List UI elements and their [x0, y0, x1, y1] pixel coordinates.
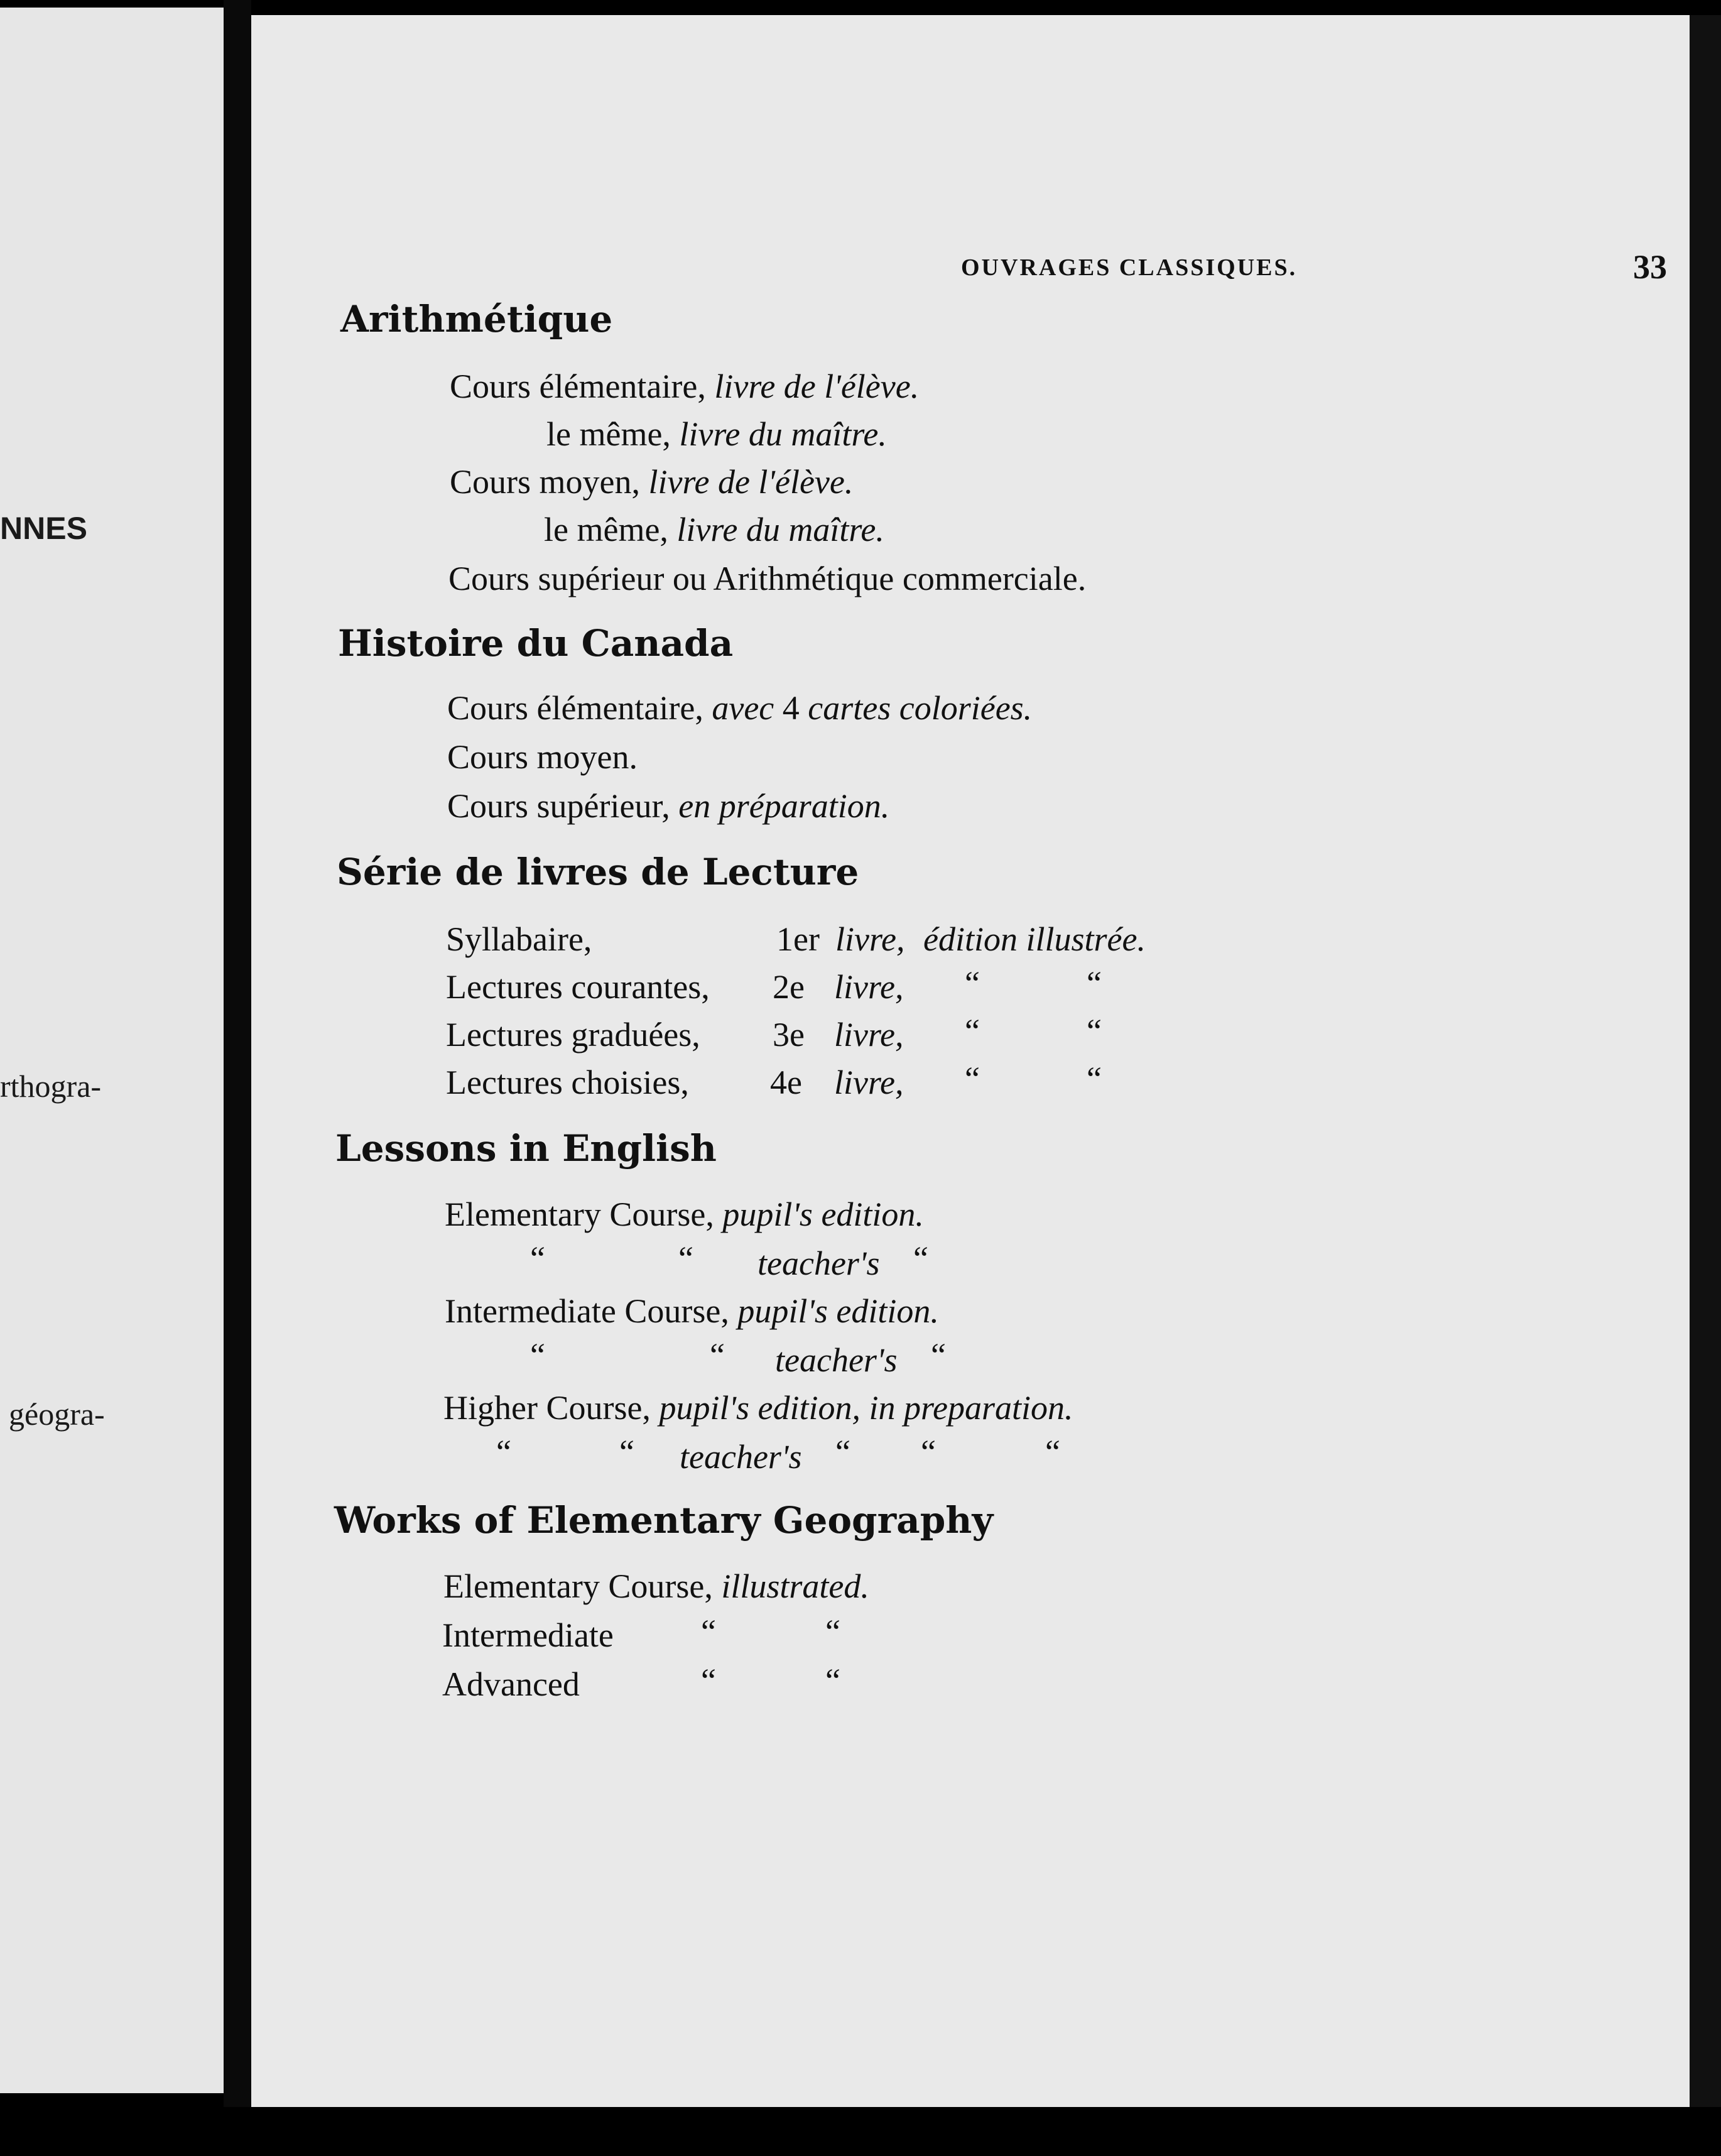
ditto-mark: “ [530, 1239, 545, 1277]
ditto-mark: “ [835, 1433, 850, 1471]
left-fragment-text: rthogra- [0, 1069, 102, 1104]
book-edition: édition illustrée. [923, 920, 1146, 958]
list-item: Elementary Course, illustrated. [443, 1567, 869, 1605]
ditto-mark: “ [913, 1239, 928, 1277]
list-item: Cours moyen, livre de l'élève. [450, 463, 854, 501]
list-item: Cours supérieur ou Arithmétique commerciale. [448, 560, 1087, 597]
ditto-mark: “ [1087, 1012, 1102, 1050]
course-name: Intermediate [442, 1616, 614, 1654]
book-name: Lectures graduées, [446, 1016, 700, 1054]
list-item: Cours élémentaire, livre de l'élève. [450, 368, 920, 405]
edition-label: teacher's [775, 1341, 898, 1379]
list-item: le même, livre du maître. [546, 415, 887, 453]
list-item: Higher Course, pupil's edition, in preparation. [443, 1389, 1073, 1427]
list-item: Cours élémentaire, avec 4 cartes coloriées. [447, 689, 1033, 727]
scan-border [0, 2107, 1721, 2156]
section-title-english: Lessons in English [335, 1127, 717, 1170]
course-name: Advanced [442, 1665, 580, 1703]
ditto-mark: “ [530, 1336, 545, 1374]
section-title-histoire: Histoire du Canada [338, 622, 734, 665]
ditto-mark: “ [921, 1433, 936, 1471]
edition-label: teacher's [680, 1438, 802, 1476]
list-item: Intermediate Course, pupil's edition. [445, 1292, 939, 1330]
book-label: livre, [835, 920, 905, 958]
page-gutter [224, 0, 251, 2156]
ditto-mark: “ [825, 1613, 840, 1650]
list-item: Cours moyen. [447, 738, 638, 776]
ditto-mark: “ [965, 1012, 980, 1050]
page-number: 33 [1633, 248, 1667, 286]
running-head: OUVRAGES CLASSIQUES. [961, 254, 1298, 281]
ditto-mark: “ [1087, 1060, 1102, 1097]
book-page [251, 15, 1690, 2107]
list-item: le même, livre du maître. [544, 511, 884, 548]
list-item: Elementary Course, pupil's edition. [445, 1195, 924, 1233]
ditto-mark: “ [701, 1662, 716, 1699]
left-fragment-text: géogra- [9, 1396, 105, 1432]
ditto-mark: “ [931, 1336, 946, 1374]
edition-label: teacher's [757, 1244, 880, 1282]
book-label: livre, [834, 1064, 904, 1101]
ditto-mark: “ [1045, 1433, 1060, 1471]
list-item: Cours supérieur, en préparation. [447, 787, 890, 825]
ditto-mark: “ [710, 1336, 725, 1374]
book-number: 1er [776, 920, 820, 958]
page-edge [1690, 15, 1721, 2107]
ditto-mark: “ [701, 1613, 716, 1650]
left-fragment-heading: NNES [0, 511, 87, 546]
section-title-geography: Works of Elementary Geography [334, 1499, 994, 1542]
section-title-arithmetique: Arithmétique [340, 298, 613, 340]
book-label: livre, [834, 968, 904, 1006]
ditto-mark: “ [619, 1433, 634, 1471]
book-number: 3e [773, 1016, 805, 1054]
ditto-mark: “ [1087, 964, 1102, 1002]
ditto-mark: “ [496, 1433, 511, 1471]
ditto-mark: “ [678, 1239, 693, 1277]
ditto-mark: “ [825, 1662, 840, 1699]
book-label: livre, [834, 1016, 904, 1054]
book-number: 2e [773, 968, 805, 1006]
book-number: 4e [770, 1064, 802, 1101]
book-name: Lectures choisies, [446, 1064, 689, 1101]
ditto-mark: “ [965, 964, 980, 1002]
ditto-mark: “ [965, 1060, 980, 1097]
left-page-fragment [0, 8, 224, 2093]
section-title-lecture: Série de livres de Lecture [337, 851, 859, 893]
book-name: Lectures courantes, [446, 968, 710, 1006]
book-name: Syllabaire, [446, 920, 592, 958]
